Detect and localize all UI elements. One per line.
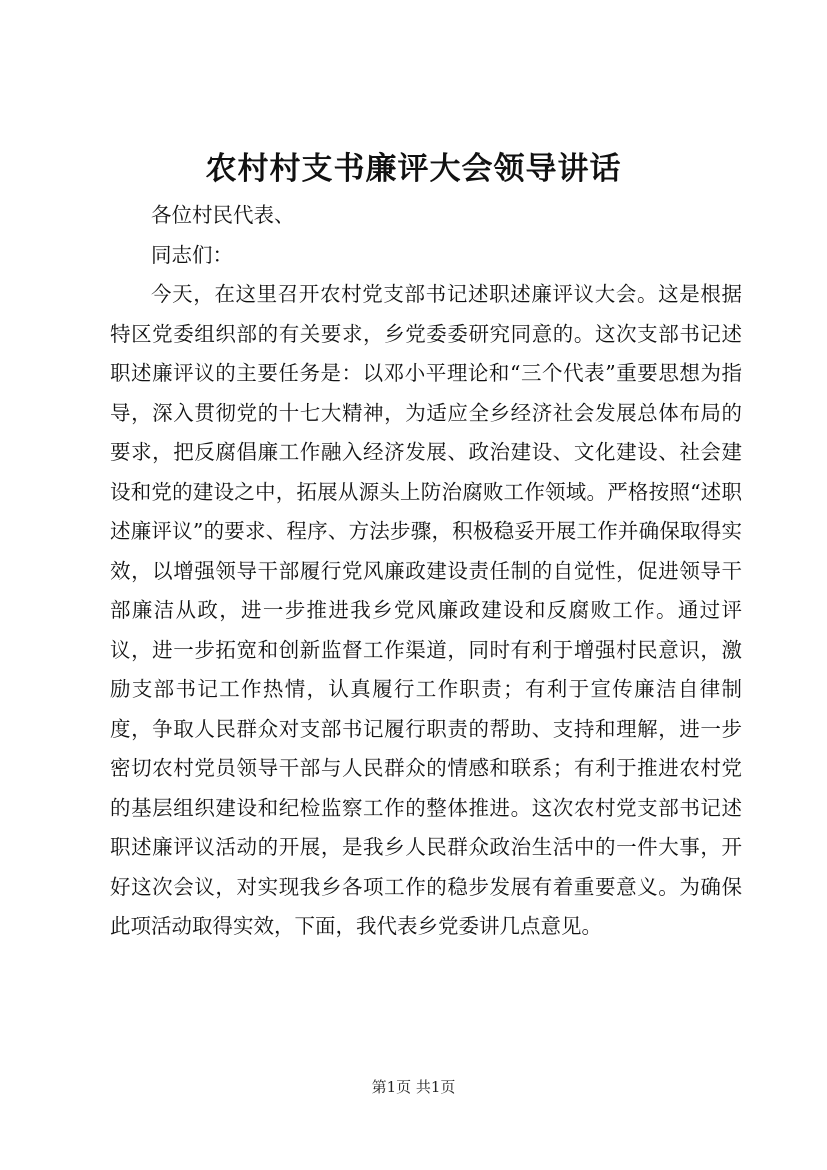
- page-number: 第1页 共1页: [371, 1078, 456, 1096]
- salutation-line: 同志们：: [151, 242, 233, 267]
- body-paragraph: 今天，在这里召开农村党支部书记述职述廉评议大会。这是根据特区党委组织部的有关要求，乡党委委研究同意的。这次支部书记述职述廉评议的主要任务是：以邓小平理论和“三个代表”重要思想为指导，深入贯彻党的十七大精神，为适应全乡经济社会发展总体布局的要求，把反腐倡廉工作融入经济发展、政治建设、文化建设、社会建设和党的建设之中，拓展从源头上防治腐败工作领域。严格按照“述职述廉评议”的要求、程序、方法步骤，积极稳妥开展工作并确保取得实效，以增强领导干部履行党风廉政建设责任制的自觉性，促进领导干部廉洁从政，进一步推进我乡党风廉政建设和反腐败工作。通过评议，进一步拓宽和创新监督工作渠道，同时有利于增强村民意识，激励支部书记工作热情，认真履行工作职责；有利于宣传廉洁自律制度，争取人民群众对支部书记履行职责的帮助、支持和理解，进一步密切农村党员领导干部与人民群众的情感和联系；有利于推进农村党的基层组织建设和纪检监察工作的整体推进。这次农村党支部书记述职述廉评议活动的开展，是我乡人民群众政治生活中的一件大事，开好这次会议，对实现我乡各项工作的稳步发展有着重要意义。为确保此项活动取得实效，下面，我代表乡党委讲几点意见。: [110, 282, 742, 938]
- salutation-line: 各位村民代表、: [151, 203, 295, 227]
- document-body: [110, 196, 742, 947]
- document-title: 农村村支书廉评大会领导讲话: [205, 151, 622, 187]
